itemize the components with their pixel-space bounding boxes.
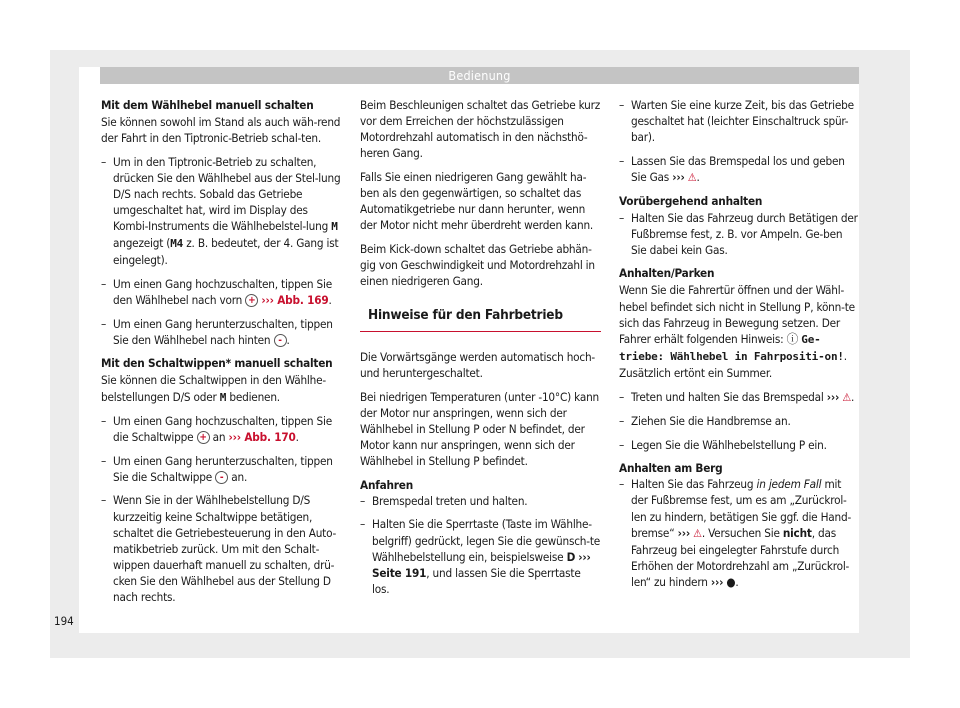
caution-icon: ● (726, 574, 736, 589)
section-header: Bedienung (100, 67, 859, 84)
paragraph: Sie können die Schaltwippen in den Wählhe-belstellungen D/S oder M bedienen. (101, 373, 326, 404)
list-item: – Bremspedal treten und halten. (360, 493, 601, 509)
page-number: 194 (54, 614, 74, 628)
column-1 (101, 97, 342, 613)
figure-reference-link[interactable]: ››› Abb. 170 (228, 430, 296, 445)
minus-icon: - (274, 334, 287, 347)
figure-reference-link[interactable]: ››› Abb. 169 (261, 293, 329, 308)
subheading-starting: Anfahren (360, 477, 413, 492)
list-item: – Halten Sie das Fahrzeug in jedem Fall mit der Fußbremse fest, um es am „Zurückrol-len zu hindern, betätigen Sie ggf. die Hand-bremse“ ››› ⚠. Versuchen Sie nicht, das Fahrzeug bei eingelegter Fahrstufe durch Erhöhen der Motordrehzahl am „Zurückrol-len“ zu hindern ››› ●. (619, 476, 860, 590)
list-item: – Warten Sie eine kurze Zeit, bis das Getriebe geschaltet hat (leichter Einschaltruck spür-bar). (619, 97, 860, 145)
info-icon: ⓘ (786, 331, 799, 346)
column-2 (360, 97, 601, 604)
page-reference-link[interactable]: ››› Seite 191 (372, 549, 591, 580)
subheading-paddles: Mit den Schaltwippen* manuell schalten (101, 356, 333, 371)
list-item: – Halten Sie die Sperrtaste (Taste im Wählhe-belgriff) gedrückt, legen Sie die gewünsch-te Wählhebelstellung ein, beispielsweise D ››› Seite 191, und lassen Sie die Sperrtaste los. (360, 516, 601, 596)
paragraph: Sie können sowohl im Stand als auch wäh-rend der Fahrt in den Tiptronic-Betrieb schal-ten. (101, 115, 341, 146)
list-item: – Um einen Gang herunterzuschalten, tippen Sie die Schaltwippe - an. (101, 453, 342, 485)
paragraph: Die Vorwärtsgänge werden automatisch hoch- und heruntergeschaltet. (360, 350, 596, 381)
list-item: – Halten Sie das Fahrzeug durch Betätigen der Fußbremse fest, z. B. vor Ampeln. Ge-ben Sie dabei kein Gas. (619, 210, 860, 258)
list-item: – Legen Sie die Wählhebelstellung P ein. (619, 437, 860, 453)
section-heading: Hinweise für den Fahrbetrieb (360, 301, 601, 332)
column-3 (619, 97, 860, 598)
paragraph: Beim Kick-down schaltet das Getriebe abhän-gig von Geschwindigkeit und Motordrehzahl in einen niedrigeren Gang. (360, 241, 595, 288)
subheading-manual-lever: Mit dem Wählhebel manuell schalten (101, 98, 314, 112)
list-item: – Um einen Gang herunterzuschalten, tippen Sie den Wählhebel nach hinten - . (101, 316, 342, 348)
warning-triangle-icon: ⚠ (687, 170, 697, 184)
list-item: – Um einen Gang hochzuschalten, tippen Sie den Wählhebel nach vorn + ››› Abb. 169. (101, 276, 342, 308)
minus-icon: - (215, 471, 228, 484)
paragraph: Bei niedrigen Temperaturen (unter -10°C) kann der Motor nur anspringen, wenn sich der Wählhebel in Stellung P oder N befindet, der Motor kann nur anspringen, wenn sich der Wählhebel in Stellung P befindet. (360, 389, 600, 469)
list-item: – Wenn Sie in der Wählhebelstellung D/S kurzzeitig keine Schaltwippe betätigen, schaltet die Getriebesteuerung in den Auto-matikbetrieb zurück. Um mit den Schalt-wippen dauerhaft manuell zu schalten, drü-cken Sie den Wählhebel aus der Stellung D nach rechts. (101, 492, 342, 605)
warning-triangle-icon: ⚠ (693, 526, 702, 540)
paragraph: Falls Sie einen niedrigeren Gang gewählt ha-ben als den gegenwärtigen, so schaltet das Automatikgetriebe nur dann herunter, wenn der Motor nicht mehr überdreht werden kann. (360, 169, 594, 233)
list-item: – Um einen Gang hochzuschalten, tippen Sie die Schaltwippe + an ››› Abb. 170. (101, 413, 342, 445)
paragraph: Wenn Sie die Fahrertür öffnen und der Wähl-hebel befindet sich nicht in Stellung P, könn-te sich das Fahrzeug in Bewegung setzen. Der Fahrer erhält folgenden Hinweis: ⓘ Ge-triebe: Wählhebel in Fahrpositi-on!. Zusätzlich ertönt ein Summer. (619, 283, 855, 380)
subheading-hill-stop: Anhalten am Berg (619, 461, 723, 476)
list-item: – Ziehen Sie die Handbremse an. (619, 413, 860, 429)
paragraph: Beim Beschleunigen schaltet das Getriebe kurz vor dem Erreichen der höchstzulässigen Motordrehzahl automatisch in den nächsthö-heren Gang. (360, 98, 601, 161)
list-item: – Lassen Sie das Bremspedal los und geben Sie Gas ››› ⚠. (619, 153, 860, 186)
plus-icon: + (197, 431, 210, 444)
list-item: – Um in den Tiptronic-Betrieb zu schalten, drücken Sie den Wählhebel aus der Stel-lung D/S nach rechts. Sobald das Getriebe umgeschaltet hat, wird im Display des Kombi-Instruments die Wählhebelstel-lung M angezeigt (M4 z. B. bedeutet, der 4. Gang ist eingelegt). (101, 154, 342, 269)
subheading-parking: Anhalten/Parken (619, 266, 715, 281)
warning-triangle-icon: ⚠ (842, 390, 851, 404)
subheading-temp-stop: Vorübergehend anhalten (619, 194, 763, 209)
list-item: – Treten und halten Sie das Bremspedal ››› ⚠. (619, 389, 860, 406)
plus-icon: + (245, 294, 258, 307)
